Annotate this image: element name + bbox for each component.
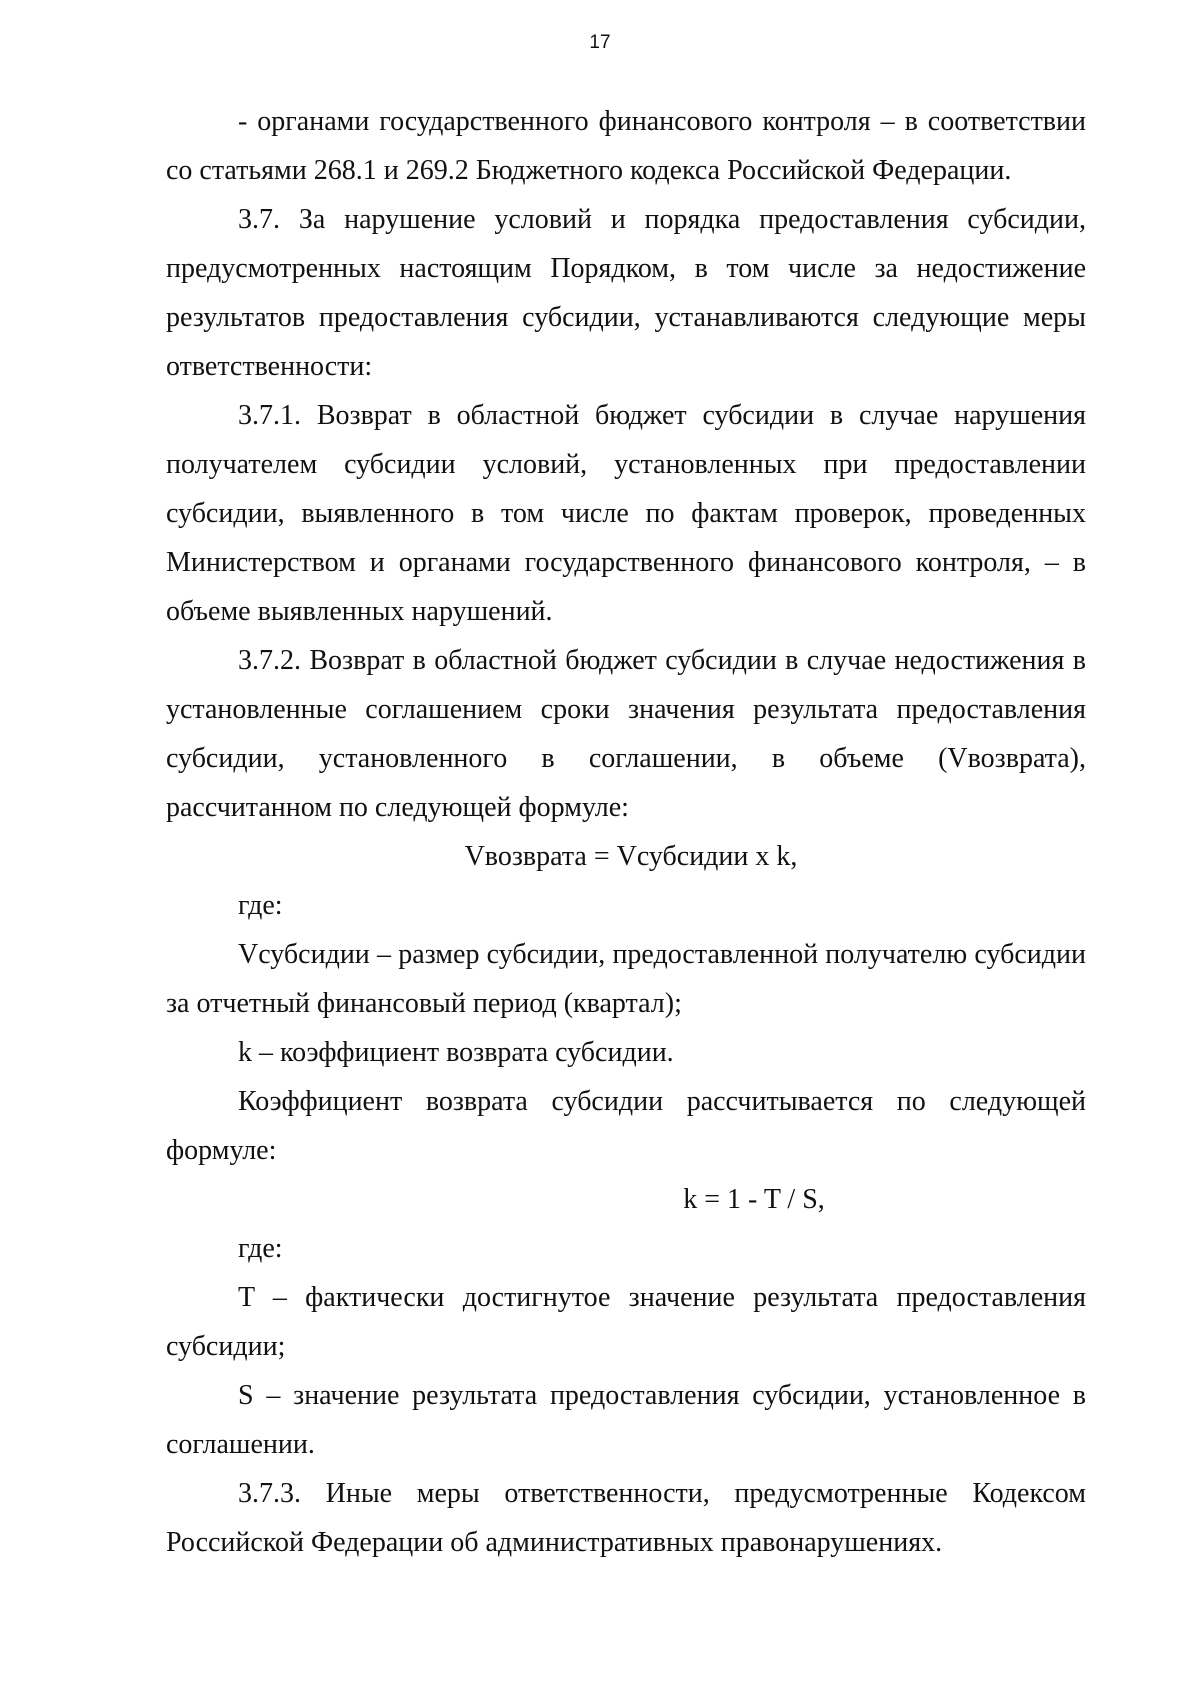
formula-coefficient: k = 1 - T / S, bbox=[683, 1184, 825, 1215]
formula-return-volume: Vвозврата = Vсубсидии x k, bbox=[464, 841, 798, 872]
where-label-1: где: bbox=[238, 890, 283, 921]
paragraph-coefficient-formula-intro: Коэффициент возврата субсидии рассчитывается по следующей формуле: bbox=[166, 1086, 1086, 1166]
definition-s: S – значение результата предоставления субсидии, установленное в соглашении. bbox=[166, 1380, 1086, 1460]
page-number: 17 bbox=[589, 32, 611, 53]
paragraph-3-7-3: 3.7.3. Иные меры ответственности, предусмотренные Кодексом Российской Федерации об административных правонарушениях. bbox=[166, 1478, 1086, 1558]
definition-k: k – коэффициент возврата субсидии. bbox=[238, 1037, 674, 1068]
paragraph-3-7: 3.7. За нарушение условий и порядка предоставления субсидии, предусмотренных настоящим Порядком, в том числе за недостижение результатов предоставления субсидии, устанавливаются следующие меры ответственности: bbox=[166, 204, 1086, 382]
where-label-2: где: bbox=[238, 1233, 283, 1264]
definition-v-subsidy: Vсубсидии – размер субсидии, предоставленной получателю субсидии за отчетный финансовый период (квартал); bbox=[166, 939, 1086, 1019]
paragraph-control-bodies: - органами государственного финансового контроля – в соответствии со статьями 268.1 и 269.2 Бюджетного кодекса Российской Федерации. bbox=[166, 106, 1086, 186]
document-body bbox=[166, 97, 1086, 1567]
paragraph-3-7-2: 3.7.2. Возврат в областной бюджет субсидии в случае недостижения в установленные соглашением сроки значения результата предоставления субсидии, установленного в соглашении, в объеме (Vвозврата), рассчитанном по следующей формуле: bbox=[166, 645, 1086, 823]
definition-t: T – фактически достигнутое значение результата предоставления субсидии; bbox=[166, 1282, 1086, 1362]
paragraph-3-7-1: 3.7.1. Возврат в областной бюджет субсидии в случае нарушения получателем субсидии условий, установленных при предоставлении субсидии, выявленного в том числе по фактам проверок, проведенных Министерством и органами государственного финансового контроля, – в объеме выявленных нарушений. bbox=[166, 400, 1086, 627]
